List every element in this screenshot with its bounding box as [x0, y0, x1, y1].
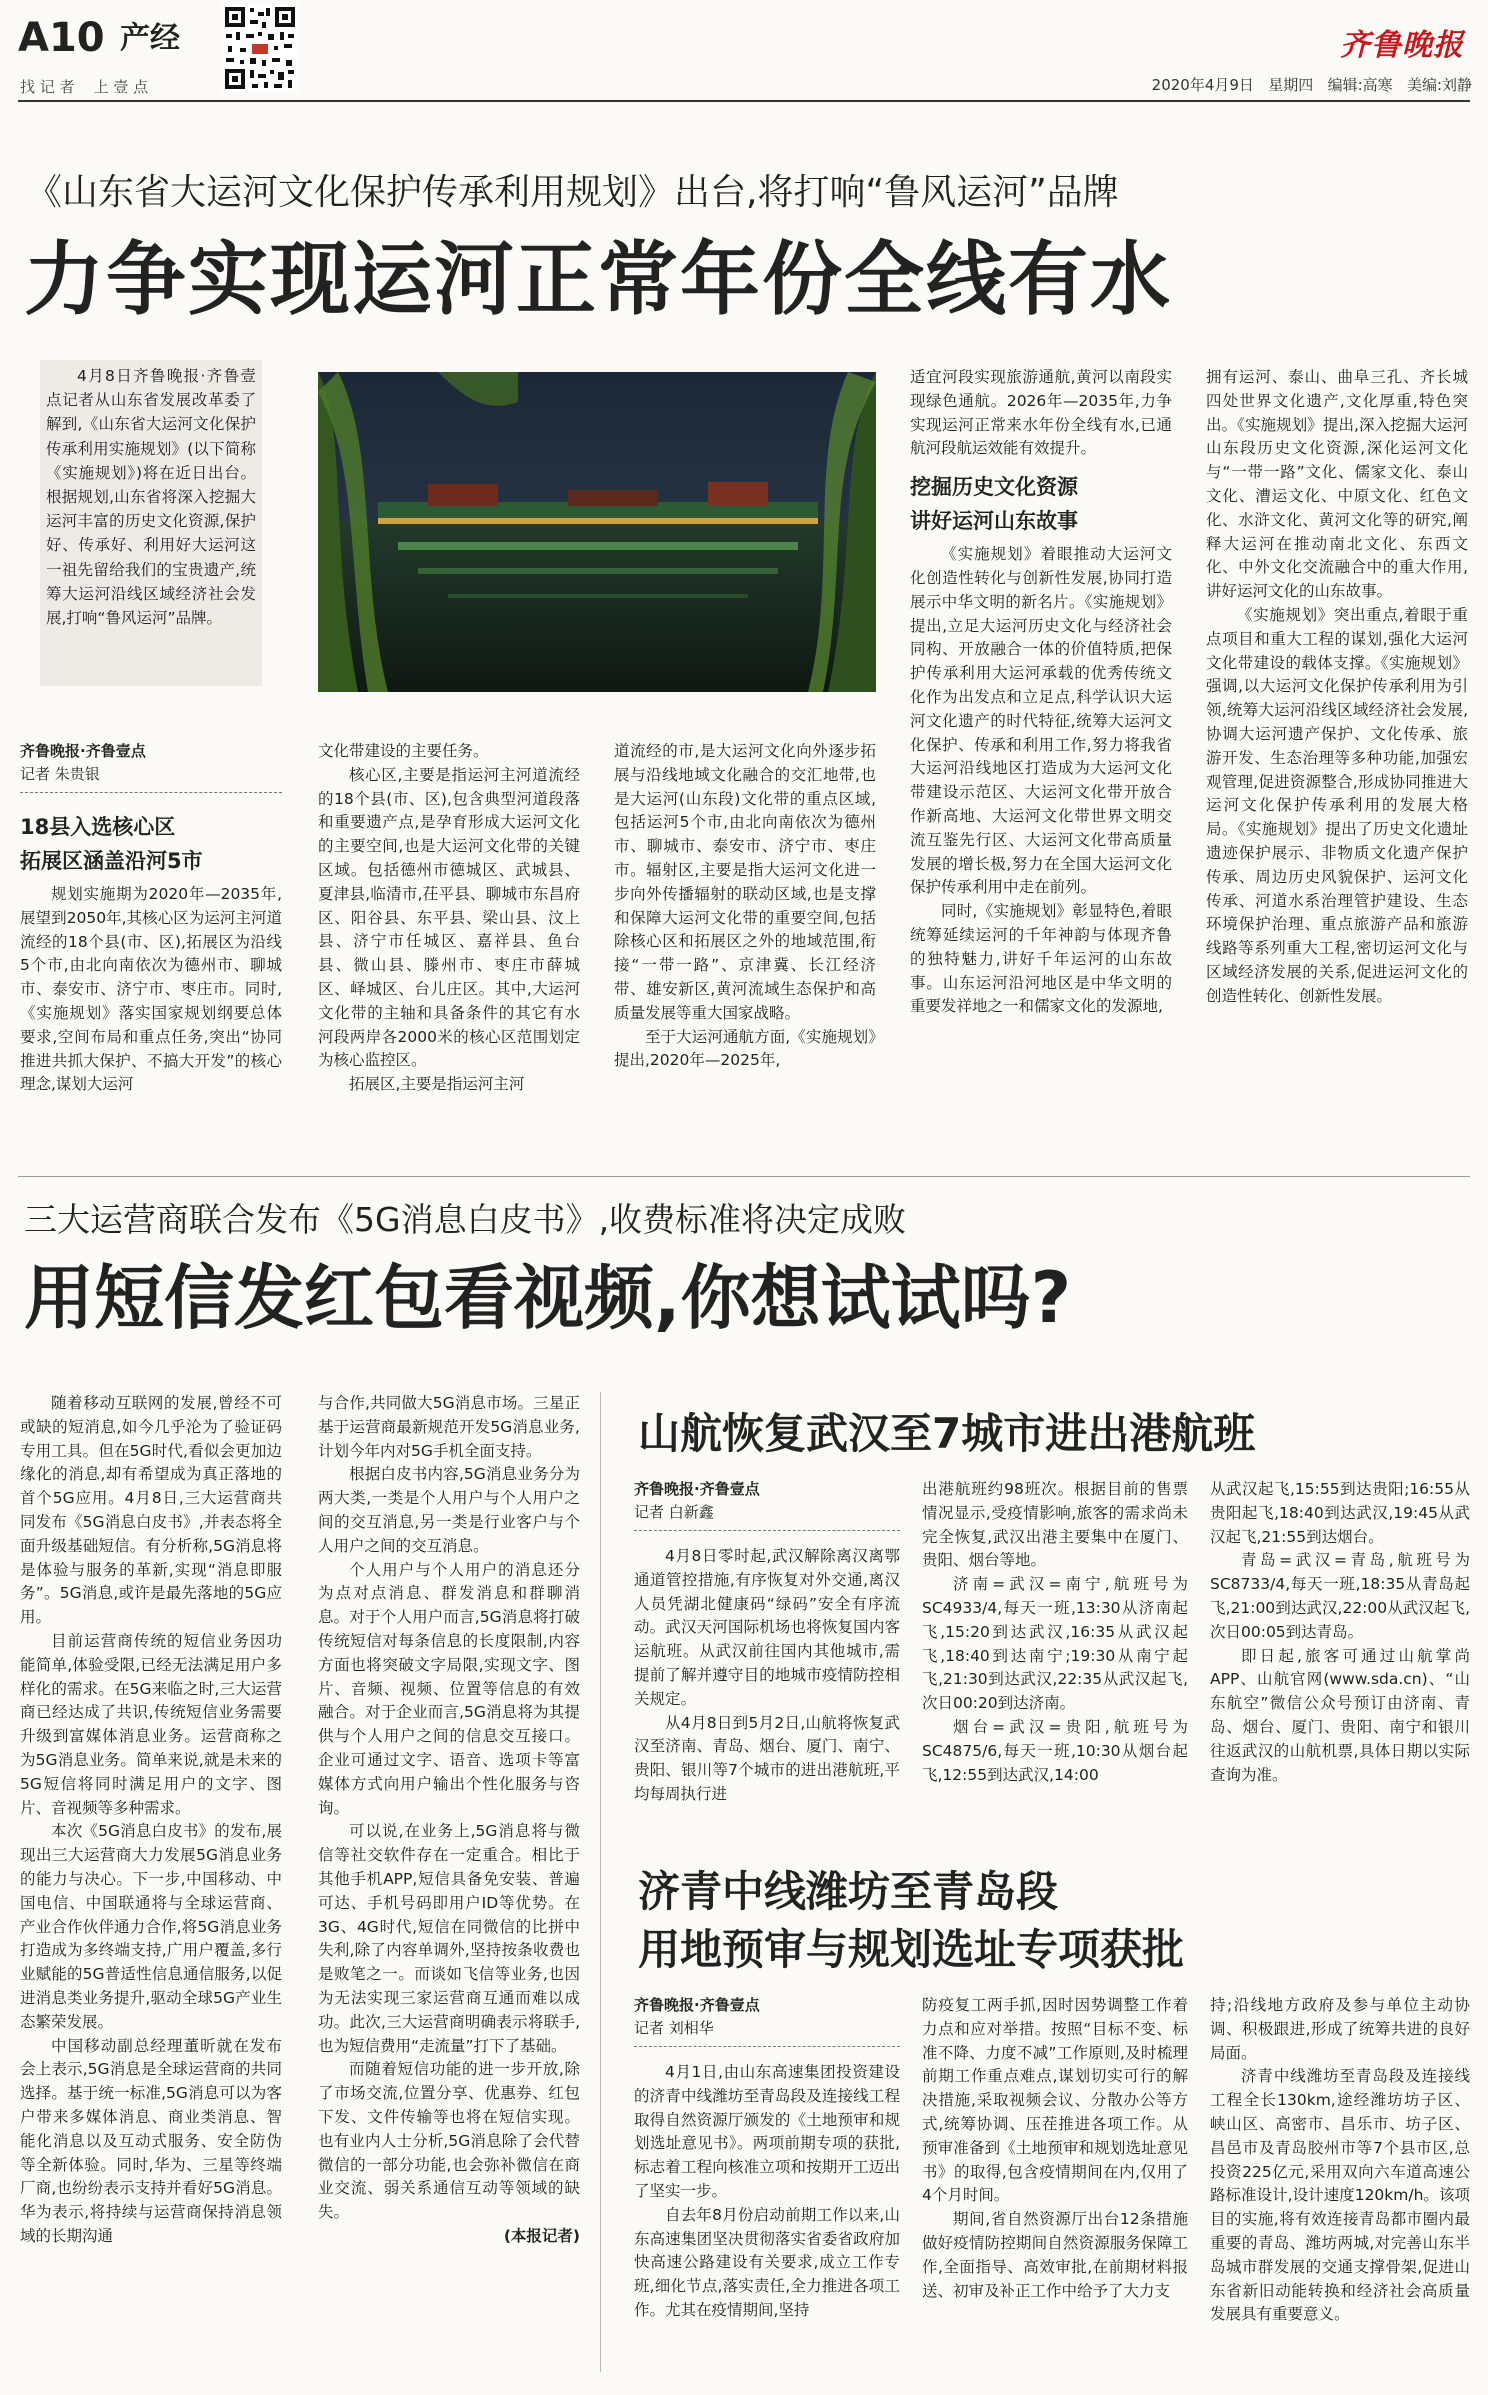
story1-col1-p1: 规划实施期为2020年—2035年,展望到2050年,其核心区为运河主河道流经的18个县(市、区),拓展区为沿线5个市,由北向南依次为德州市、聊城市、泰安市、济宁市、枣庄市。同时,《实施规划》落实国家规划纲要总体要求,空间布局和重点任务,突出“协同推进共抓大保护、不搞大开发”的核心理念,谋划大运河 — [20, 885, 282, 1094]
masthead — [0, 0, 1488, 108]
canal-night-photo — [318, 372, 876, 692]
story4-headline-line1: 济青中线潍坊至青岛段 — [638, 1867, 1059, 1916]
story2-signoff: (本报记者) — [503, 2226, 580, 2245]
issue-weekday: 星期四 — [1268, 76, 1314, 94]
story4-col1 — [634, 1994, 900, 2374]
story1-col2-p3: 拓展区,主要是指运河主河 — [349, 1075, 525, 1094]
story4-col1-p1: 4月1日,由山东高速集团投资建设的济青中线潍坊至青岛段及连接线工程取得自然资源厅颁发的《土地预审和规划选址意见书》。两项前期专项的获批,标志着工程向核准立项和按期开工迈出了坚实一步。 — [634, 2063, 900, 2200]
story3-headline: 山航恢复武汉至7城市进出港航班 — [638, 1409, 1256, 1458]
story1-byline-source: 齐鲁晚报·齐鲁壹点 — [20, 742, 146, 760]
story1-subhead-2a: 挖掘历史文化资源 — [910, 475, 1078, 500]
story4-col3 — [1210, 1994, 1470, 2374]
story3-col2-p1: 出港航班约98班次。根据目前的售票情况显示,受疫情影响,旅客的需求尚未完全恢复,武汉出港主要集中在厦门、贵阳、烟台等地。 — [922, 1480, 1188, 1570]
story2-col1 — [20, 1392, 282, 2360]
story2-col2 — [318, 1392, 580, 2384]
story1-lead-text: 4月8日齐鲁晚报·齐鲁壹点记者从山东省发展改革委了解到,《山东省大运河文化保护传承利用实施规划》(以下简称《实施规划》)将在近日出台。根据规划,山东省将深入挖掘大运河丰富的历史文化资源,保护好、传承好、利用好大运河这一祖先留给我们的宝贵遗产,统筹大运河沿线区域经济社会发展,打响“鲁风运河”品牌。 — [46, 367, 256, 628]
story1-headline: 力争实现运河正常年份全线有水 — [24, 233, 1172, 326]
story3-col1 — [634, 1478, 900, 1858]
story4-byline-reporter: 记者 刘相华 — [634, 2017, 900, 2047]
story1-col3-p2: 至于大运河通航方面,《实施规划》提出,2020年—2025年, — [614, 1027, 876, 1070]
story1-lead — [40, 360, 262, 686]
story2-col2-p4: 可以说,在业务上,5G消息将与微信等社交软件存在一定重合。相比于其他手机APP,短信具备免安装、普遍可达、手机号码即用户ID等优势。在3G、4G时代,短信在同微信的比拼中失利,除了内容单调外,坚持按条收费也是败笔之一。而谈如飞信等业务,也因为无法实现三家运营商互通而难以成功。此次,三大运营商明确表示将联手,也为短信费用“走流量”打下了基础。 — [318, 1822, 580, 2055]
qr-code-icon — [222, 4, 298, 92]
story1-col2-p2: 核心区,主要是指运河主河道流经的18个县(市、区),包含典型河道段落和重要遗产点,是孕育形成大运河文化的主要空间,也是大运河文化带的关键区域。包括德州市德城区、武城县、夏津县,临清市,茌平县、聊城市东昌府区、阳谷县、东平县、梁山县、汶上县、济宁市任城区、嘉祥县、鱼台县、微山县、滕州市、枣庄市薛城区、峄城区、台儿庄区。其中,大运河文化带的主轴和具备条件的其它有水河段两岸各2000米的核心区范围划定为核心监控区。 — [318, 765, 580, 1070]
story1-col5-p1: 拥有运河、泰山、曲阜三孔、齐长城四处世界文化遗产,文化厚重,特色突出。《实施规划》提出,深入挖掘大运河山东段历史文化资源,深化运河文化与“一带一路”文化、儒家文化、泰山文化、漕运文化、中原文化、红色文化、水浒文化、黄河文化等的研究,阐释大运河在推动南北文化、东西文化、中外文化交流融合中的重大作用,讲好运河文化的山东故事。 — [1206, 368, 1468, 601]
story1-kicker: 《山东省大运河文化保护传承利用规划》出台,将打响“鲁风运河”品牌 — [26, 172, 1119, 213]
story2-col1-p2: 目前运营商传统的短信业务因功能简单,体验受限,已经无法满足用户多样化的需求。在5G来临之时,三大运营商已经达成了共识,传统短信业务需要升级到富媒体消息业务。运营商称之为5G消息业务。简单来说,就是未来的5G短信将同时满足用户的文字、图片、音视频等多种需求。 — [20, 1631, 282, 1817]
issue-editor: 编辑:高寒 — [1327, 76, 1393, 94]
story4-headline-line2: 用地预审与规划选址专项获批 — [638, 1925, 1185, 1974]
story2-col2-p3: 个人用户与个人用户的消息还分为点对点消息、群发消息和群聊消息。对于个人用户而言,5G消息将打破传统短信对每条信息的长度限制,内容方面也将突破文字局限,实现文字、图片、音频、视频、位置等信息的有效融合。对于企业而言,5G消息将为其提供与个人用户之间的信息交互接口。企业可通过文字、语音、选项卡等富媒体方式向用户输出个性化服务与咨询。 — [318, 1560, 580, 1817]
story1-col3 — [614, 740, 876, 1130]
issue-date: 2020年4月9日 — [1151, 76, 1254, 94]
story3-col1-p1: 4月8日零时起,武汉解除离汉离鄂通道管控措施,有序恢复对外交通,离汉人员凭湖北健康码“绿码”安全有序流动。武汉天河国际机场也将恢复国内客运航班。从武汉前往国内其他城市,需提前了解并遵守目的地城市疫情防控相关规定。 — [634, 1547, 900, 1708]
story2-col2-p2: 根据白皮书内容,5G消息业务分为两大类,一类是个人用户与个人用户之间的交互消息,另一类是行业客户与个人用户之间的交互消息。 — [318, 1465, 580, 1555]
story4-col3-p1: 持;沿线地方政府及参与单位主动协调、积极跟进,形成了统筹共进的良好局面。 — [1210, 1996, 1470, 2062]
story4-col1-p2: 自去年8月份启动前期工作以来,山东高速集团坚决贯彻落实省委省政府加快高速公路建设有关要求,成立工作专班,细化节点,落实责任,全力推进各项工作。尤其在疫情期间,坚持 — [634, 2205, 900, 2319]
story3-col3-p2: 青岛=武汉=青岛,航班号为SC8733/4,每天一班,18:35从青岛起飞,21:00到达武汉,22:00从武汉起飞,次日00:05到达青岛。 — [1210, 1551, 1470, 1641]
story1-subhead-2b: 讲好运河山东故事 — [910, 509, 1078, 534]
story3-col1-p2: 从4月8日到5月2日,山航将恢复武汉至济南、青岛、烟台、厦门、南宁、贵阳、银川等7个城市的进出港航班,平均每周执行进 — [634, 1713, 900, 1803]
story3-col3-p3: 即日起,旅客可通过山航掌尚APP、山航官网(www.sda.cn)、“山东航空”微信公众号预订由济南、青岛、烟台、厦门、贵阳、南宁和银川往返武汉的山航机票,具体日期以实际查询为准。 — [1210, 1646, 1470, 1784]
column-rule — [600, 1392, 601, 2372]
story1-byline-reporter: 记者 朱贵银 — [20, 763, 282, 793]
story3-byline-reporter: 记者 白新鑫 — [634, 1501, 900, 1531]
story3-col3-p1: 从武汉起飞,15:55到达贵阳;16:55从贵阳起飞,18:40到达武汉,19:45从武汉起飞,21:55到达烟台。 — [1210, 1480, 1470, 1546]
story3-byline-source: 齐鲁晚报·齐鲁壹点 — [634, 1480, 760, 1498]
story3-col2-p3: 烟台=武汉=贵阳,航班号为SC4875/6,每天一班,10:30从烟台起飞,12:55到达武汉,14:00 — [922, 1717, 1188, 1784]
story2-col2-p5: 而随着短信功能的进一步开放,除了市场交流,位置分享、优惠券、红包下发、文件传输等也将在短信实现。也有业内人士分析,5G消息除了会代替微信的一部分功能,也会弥补微信在商业交流、弱关系通信互动等领域的缺失。 — [318, 2060, 580, 2222]
story1-col2-p1: 文化带建设的主要任务。 — [318, 742, 489, 760]
story3-col3 — [1210, 1478, 1470, 1858]
story1-subhead-1b: 拓展区涵盖沿河5市 — [20, 849, 203, 873]
story3-col2-p2: 济南=武汉=南宁,航班号为SC4933/4,每天一班,13:30从济南起飞,15:20到达武汉,16:35从武汉起飞,18:40到达南宁;19:30从南宁起飞,21:30到达武汉,22:35从武汉起飞,次日00:20到达济南。 — [922, 1575, 1188, 1713]
story1-col4-p3: 同时,《实施规划》彰显特色,着眼统筹延续运河的千年神韵与体现齐鲁的独特魅力,讲好千年运河的山东故事。山东运河沿河地区是中华文明的重要发祥地之一和儒家文化的发源地, — [910, 902, 1172, 1016]
story4-byline-source: 齐鲁晚报·齐鲁壹点 — [634, 1996, 760, 2014]
story4-col2-p1: 防疫复工两手抓,因时因势调整工作着力点和应对举措。按照“目标不变、标准不降、力度不减”工作原则,及时梳理前期工作重点难点,谋划切实可行的解决措施,采取视频会议、分散办公等方式,统筹协调、压茬推进各项工作。从预审准备到《土地预审和规划选址意见书》的取得,包含疫情期间在内,仅用了4个月时间。 — [922, 1996, 1188, 2205]
story1-col5 — [1206, 366, 1468, 1130]
story4-col2 — [922, 1994, 1188, 2374]
issue-info — [1060, 74, 1472, 95]
page-number: A10 — [18, 15, 105, 61]
story4-col2-p2: 期间,省自然资源厅出台12条措施做好疫情防控期间自然资源服务保障工作,全面指导、高效审批,在前期材料报送、初审及补正工作中给予了大力支 — [922, 2210, 1188, 2300]
story2-col1-p4: 中国移动副总经理董昕就在发布会上表示,5G消息是全球运营商的共同选择。基于统一标准,5G消息可以为客户带来多媒体消息、商业类消息、智能化消息以及互动式服务、安全防伪等全新体验。同时,华为、三星等终端厂商,也纷纷表示支持并看好5G消息。华为表示,将持续与运营商保持消息领域的长期沟通 — [20, 2036, 282, 2245]
story4-col3-p2: 济青中线潍坊至青岛段及连接线工程全长130km,途经潍坊坊子区、峡山区、高密市、昌乐市、坊子区、昌邑市及青岛胶州市等7个县市区,总投资225亿元,采用双向六车道高速公路标准设计,设计速度120km/h。该项目的实施,将有效连接青岛都市圈内最重要的青岛、潍坊两城,对完善山东半岛城市群发展的交通支撑骨架,促进山东省新旧动能转换和经济社会高质量发展具有重要意义。 — [1210, 2067, 1470, 2324]
story2-col2-p1: 与合作,共同做大5G消息市场。三星正基于运营商最新规范开发5G消息业务,计划今年内对5G手机全面支持。 — [318, 1394, 580, 1460]
story1-col1 — [20, 740, 282, 1130]
issue-designer: 美编:刘静 — [1406, 76, 1472, 94]
story1-col2 — [318, 740, 580, 1130]
section-name: 产经 — [120, 21, 180, 56]
masthead-rule — [18, 100, 1470, 102]
story1-col3-p1: 道流经的市,是大运河文化向外逐步拓展与沿线地域文化融合的交汇地带,也是大运河(山东段)文化带的重点区域,包括运河5个市,由北向南依次为德州市、聊城市、泰安市、济宁市、枣庄市。辐射区,主要是指大运河文化进一步向外传播辐射的联动区域,也是支撑和保障大运河文化带的重要空间,包括除核心区和拓展区之外的地域范围,衔接“一带一路”、京津冀、长江经济带、雄安新区,黄河流域生态保护和高质量发展等重大国家战略。 — [614, 742, 876, 1022]
story2-headline: 用短信发红包看视频,你想试试吗? — [24, 1257, 1072, 1339]
story2-kicker: 三大运营商联合发布《5G消息白皮书》,收费标准将决定成败 — [24, 1200, 907, 1239]
story1-col4-p1: 适宜河段实现旅游通航,黄河以南段实现绿色通航。2026年—2035年,力争实现运河正常来水年份全线有水,已通航河段航运效能有效提升。 — [910, 368, 1172, 458]
story1-col4 — [910, 366, 1172, 1130]
masthead-motto: 找 记 者 上 壹 点 — [20, 78, 149, 96]
story1-subhead-1a: 18县入选核心区 — [20, 815, 176, 839]
story1-col5-p2: 《实施规划》突出重点,着眼于重点项目和重大工程的谋划,强化大运河文化带建设的载体支撑。《实施规划》强调,以大运河文化保护传承利用为引领,统筹大运河沿线区域经济社会发展,协调大运河遗产保护、文化传承、旅游开发、生态治理等多种功能,加强宏观管理,促进资源整合,形成协同推进大运河文化保护传承利用的发展大格局。《实施规划》提出了历史文化遗址遗迹保护展示、非物质文化遗产保护传承、周边历史风貌保护、运河文化传承、河道水系治理管护建设、生态环境保护治理、重点旅游产品和旅游线路等系列重大工程,密切运河文化与区域经济发展的关系,促进运河文化的创造性转化、创新性发展。 — [1206, 605, 1468, 1005]
paper-logo: 齐鲁晚报 — [1340, 28, 1464, 63]
story1-col4-p2: 《实施规划》着眼推动大运河文化创造性转化与创新性发展,协同打造展示中华文明的新名片。《实施规划》提出,立足大运河历史文化与经济社会同构、开放融合一体的价值特质,把保护传承利用大运河承载的优秀传统文化作为出发点和立足点,科学认识大运河文化遗产的时代特征,统筹大运河文化保护、传承和利用工作,努力将我省大运河沿线地区打造成为大运河文化带建设示范区、大运河文化带开放合作新高地、大运河文化带世界文明交流互鉴先行区、大运河文化带高质量发展的增长极,努力在全国大运河文化保护传承利用中走在前列。 — [910, 545, 1172, 897]
story2-col1-p1: 随着移动互联网的发展,曾经不可或缺的短消息,如今几乎沦为了验证码专用工具。但在5G时代,看似会更加边缘化的消息,却有希望成为真正落地的首个5G应用。4月8日,三大运营商共同发布《5G消息白皮书》,并表态将全面升级基础短信。有分析称,5G消息将是体验与服务的革新,实现“消息即服务”。5G消息,或许是最先落地的5G应用。 — [20, 1394, 282, 1627]
section-divider — [18, 1176, 1470, 1177]
story3-col2 — [922, 1478, 1188, 1858]
story2-col1-p3: 本次《5G消息白皮书》的发布,展现出三大运营商大力发展5G消息业务的能力与决心。下一步,中国移动、中国电信、中国联通将与全球运营商、产业合作伙伴通力合作,将5G消息业务打造成为多终端支持,广用户覆盖,多行业赋能的5G普适性信息通信服务,以促进消息类业务提升,驱动全球5G产业生态繁荣发展。 — [20, 1822, 282, 2031]
